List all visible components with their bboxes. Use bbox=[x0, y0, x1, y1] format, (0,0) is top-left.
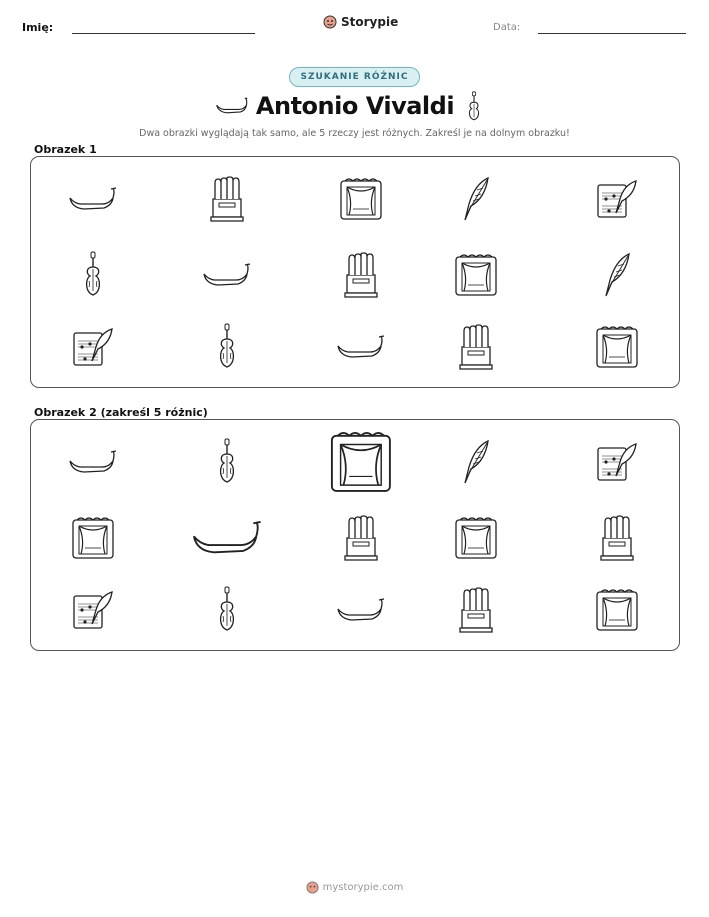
quill-icon bbox=[461, 176, 491, 222]
brand-logo bbox=[323, 15, 398, 29]
organ-icon[interactable] bbox=[599, 516, 635, 560]
footer bbox=[306, 881, 404, 894]
picture-2-panel bbox=[30, 419, 680, 651]
date-line[interactable] bbox=[538, 33, 686, 34]
title-violin-icon bbox=[466, 91, 482, 127]
sheet-music-quill-icon bbox=[72, 327, 114, 367]
organ-icon bbox=[458, 325, 494, 369]
gondola-icon[interactable] bbox=[191, 519, 264, 557]
storypie-logo-icon bbox=[323, 15, 337, 29]
theater-stage-icon[interactable] bbox=[71, 516, 115, 560]
sheet-music-quill-icon bbox=[596, 179, 638, 219]
violin-icon bbox=[82, 251, 104, 299]
organ-icon[interactable] bbox=[458, 588, 494, 632]
violin-icon[interactable] bbox=[216, 438, 238, 486]
gondola-icon bbox=[68, 186, 118, 212]
quill-icon bbox=[602, 252, 632, 298]
date-label: Data: bbox=[493, 22, 521, 33]
title-gondola-icon bbox=[215, 96, 249, 120]
name-line[interactable] bbox=[72, 33, 255, 34]
worksheet-type-badge: SZUKANIE RÓŻNIC bbox=[289, 67, 419, 87]
name-label: Imię: bbox=[22, 21, 54, 34]
theater-stage-icon[interactable] bbox=[329, 430, 393, 494]
gondola-icon[interactable] bbox=[68, 449, 118, 475]
violin-icon bbox=[216, 323, 238, 371]
footer-url[interactable]: mystorypie.com bbox=[322, 882, 404, 893]
organ-icon bbox=[343, 253, 379, 297]
page-title: Antonio Vivaldi bbox=[255, 92, 455, 120]
quill-icon[interactable] bbox=[461, 439, 491, 485]
theater-stage-icon[interactable] bbox=[454, 516, 498, 560]
panel-2-label: Obrazek 2 (zakreśl 5 różnic) bbox=[34, 406, 208, 419]
brand-name: Storypie bbox=[341, 15, 399, 29]
picture-1-panel bbox=[30, 156, 680, 388]
theater-stage-icon[interactable] bbox=[595, 588, 639, 632]
sheet-music-quill-icon[interactable] bbox=[72, 590, 114, 630]
storypie-logo-icon bbox=[306, 881, 319, 894]
organ-icon[interactable] bbox=[343, 516, 379, 560]
instruction-text: Dwa obrazki wyglądają tak samo, ale 5 rzeczy jest różnych. Zakreśl je na dolnym obrazku! bbox=[139, 128, 570, 139]
violin-icon[interactable] bbox=[216, 586, 238, 634]
gondola-icon bbox=[336, 334, 386, 360]
sheet-music-quill-icon[interactable] bbox=[596, 442, 638, 482]
theater-stage-icon bbox=[339, 177, 383, 221]
theater-stage-icon bbox=[454, 253, 498, 297]
theater-stage-icon bbox=[595, 325, 639, 369]
gondola-icon bbox=[202, 262, 252, 288]
organ-icon bbox=[209, 177, 245, 221]
panel-1-label: Obrazek 1 bbox=[34, 143, 97, 156]
gondola-icon[interactable] bbox=[336, 597, 386, 623]
